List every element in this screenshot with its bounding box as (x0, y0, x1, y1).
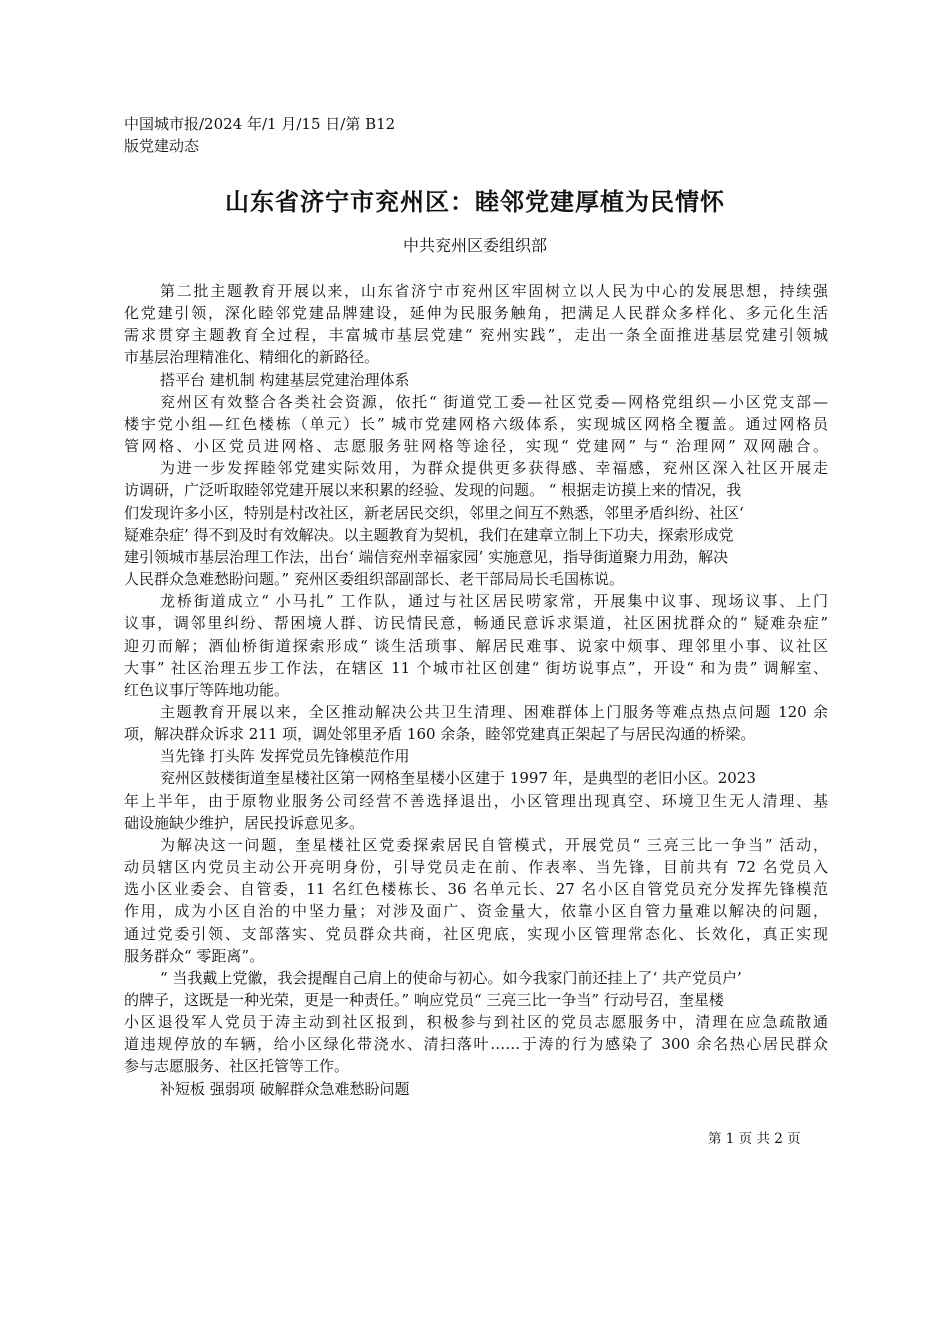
section-line: 版党建动态 (124, 137, 200, 155)
text-line: 需求贯穿主题教育全过程，丰富城市基层党建“ 兖州实践”，走出一条全面推进基层党建引领城 (124, 326, 828, 345)
text-line: 当先锋 打头阵 发挥党员先锋模范作用 (160, 747, 410, 766)
article-author: 中共兖州区委组织部 (402, 236, 547, 255)
text-line: 红色议事厅等阵地功能。 (124, 680, 290, 699)
text-line: 迎刃而解；酒仙桥街道探索形成“ 谈生活琐事、解居民难事、说家中烦事、理邻里小事、议社区 (124, 636, 828, 655)
text-line: 的牌子，这既是一种光荣，更是一种责任。” 响应党员“ 三亮三比一争当” 行动号召，奎星楼 (124, 991, 724, 1009)
text-line: “ 当我戴上党徽，我会提醒自己肩上的使命与初心。如今我家门前还挂上了‘ 共产党员户’ (160, 968, 742, 987)
text-line: 为进一步发挥睦邻党建实际效用，为群众提供更多获得感、幸福感，兖州区深入社区开展走 (160, 459, 828, 478)
text-line: 管网格、小区党员进网格、志愿服务驻网格等途径，实现“ 党建网” 与“ 治理网” 双网融合。 (124, 437, 828, 456)
text-line: 们发现许多小区，特别是村改社区，新老居民交织，邻里之间互不熟悉，邻里矛盾纠纷、社区‘ (124, 503, 744, 522)
article-title: 山东省济宁市兖州区：睦邻党建厚植为民情怀 (225, 188, 725, 216)
text-line: 作用，成为小区自治的中坚力量；对涉及面广、资金量大，依靠小区自管力量难以解决的问题， (124, 902, 828, 921)
text-line: 兖州区鼓楼街道奎星楼社区第一网格奎星楼小区建于 1997 年，是典型的老旧小区。2023 (160, 769, 756, 788)
text-line: 年上半年，由于原物业服务公司经营不善选择退出，小区管理出现真空、环境卫生无人清理、基 (124, 791, 828, 810)
text-line: 小区退役军人党员于涛主动到社区报到，积极参与到社区的党员志愿服务中，清理在应急疏散通 (124, 1013, 828, 1032)
text-line: 化党建引领，深化睦邻党建品牌建设，延伸为民服务触角，把满足人民群众多样化、多元化生活 (124, 304, 828, 323)
text-line: 项，解决群众诉求 211 项，调处邻里矛盾 160 余条，睦邻党建真正架起了与居民沟通的桥梁。 (124, 725, 756, 744)
text-line: 补短板 强弱项 破解群众急难愁盼问题 (160, 1079, 410, 1098)
text-line: 兖州区有效整合各类社会资源，依托“ 街道党工委—社区党委—网格党组织—小区党支部— (160, 392, 828, 411)
text-line: 人民群众急难愁盼问题。” 兖州区委组织部副部长、老干部局局长毛国栋说。 (124, 570, 624, 589)
text-line: 市基层治理精准化、精细化的新路径。 (124, 348, 380, 367)
text-line: 第二批主题教育开展以来，山东省济宁市兖州区牢固树立以人民为中心的发展思想，持续强 (160, 282, 828, 300)
text-line: 龙桥街道成立“ 小马扎” 工作队，通过与社区居民唠家常，开展集中议事、现场议事、上门 (160, 592, 828, 611)
text-line: 参与志愿服务、社区托管等工作。 (124, 1057, 350, 1076)
text-line: 础设施缺少维护，居民投诉意见多。 (124, 813, 365, 832)
text-line: 服务群众“ 零距离”。 (124, 946, 265, 965)
text-line: 议事，调邻里纠纷、帮困境人群、访民情民意，畅通民意诉求渠道，社区困扰群众的“ 疑难杂症” (124, 614, 828, 633)
text-line: 大事” 社区治理五步工作法，在辖区 11 个城市社区创建“ 街坊说事点”，开设“ 和为贵” 调解室、 (124, 658, 828, 677)
text-line: 道违规停放的车辆，给小区绿化带浇水、清扫落叶……于涛的行为感染了 300 余名热心居民群众 (124, 1035, 828, 1054)
article-body (124, 280, 828, 1100)
text-line: 楼宇党小组—红色楼栋（单元）长” 城市党建网格六级体系，实现城区网格全覆盖。通过网格员 (124, 414, 828, 433)
text-line: 通过党委引领、支部落实、党员群众共商，社区兜底，实现小区管理常态化、长效化，真正实现 (124, 924, 828, 943)
page-number: 第 1 页 共 2 页 (708, 1131, 801, 1147)
text-line: 动员辖区内党员主动公开亮明身份，引导党员走在前、作表率、当先锋，目前共有 72 名党员入 (124, 858, 828, 877)
text-line: 主题教育开展以来，全区推动解决公共卫生清理、困难群体上门服务等难点热点问题 120 余 (160, 702, 828, 721)
text-line: 选小区业委会、自管委，11 名红色楼栋长、36 名单元长、27 名小区自管党员充分发挥先锋模范 (124, 880, 828, 899)
text-line: 访调研，广泛听取睦邻党建开展以来积累的经验、发现的问题。 “ 根据走访摸上来的情况，我 (124, 481, 742, 500)
source-line: 中国城市报/2024 年/1 月/15 日/第 B12 (124, 115, 396, 133)
text-line: 搭平台 建机制 构建基层党建治理体系 (160, 370, 410, 389)
text-line: 建引领城市基层治理工作法，出台‘ 端信兖州幸福家园’ 实施意见，指导街道聚力用劲，解决 (124, 547, 729, 566)
text-line: 为解决这一问题，奎星楼社区党委探索居民自管模式，开展党员“ 三亮三比一争当” 活动， (160, 835, 828, 854)
text-line: 疑难杂症’ 得不到及时有效解决。以主题教育为契机，我们在建章立制上下功夫，探索形成党 (124, 525, 734, 544)
